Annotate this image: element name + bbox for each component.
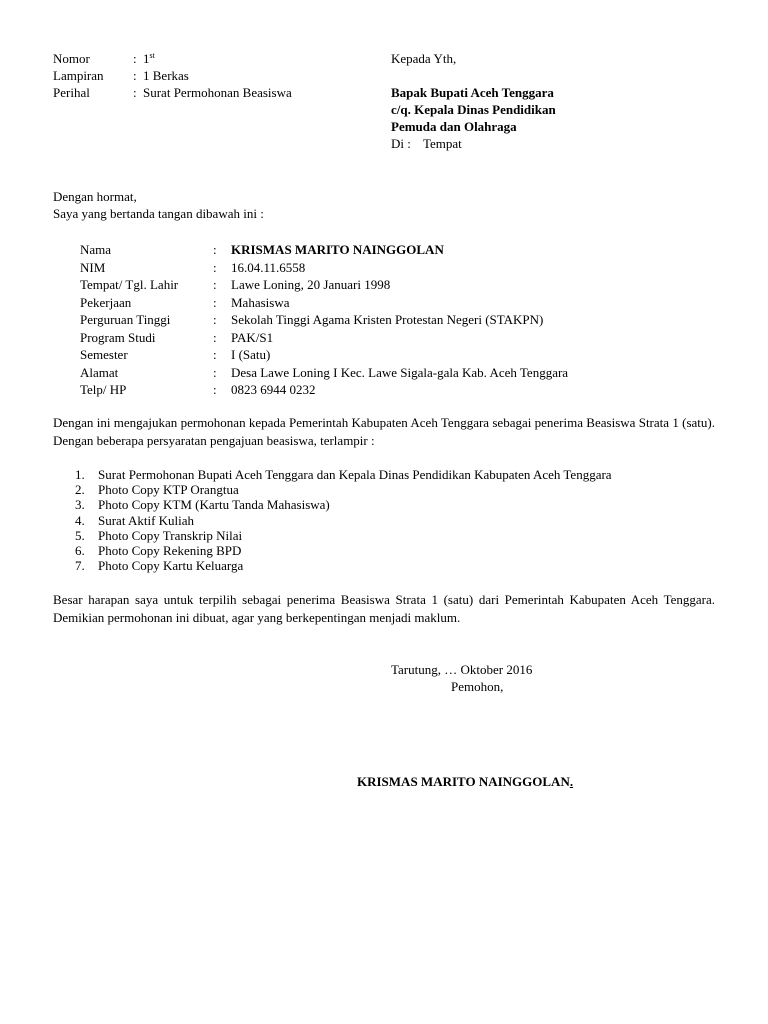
identity-colon: : bbox=[213, 277, 217, 292]
attachment-item: Photo Copy Transkrip Nilai bbox=[98, 527, 243, 543]
attachment-item: Photo Copy KTM (Kartu Tanda Mahasiswa) bbox=[98, 497, 330, 513]
identity-colon: : bbox=[213, 242, 217, 257]
attachment-item: Surat Aktif Kuliah bbox=[98, 512, 195, 528]
identity-colon: : bbox=[213, 329, 217, 345]
perihal-value: Surat Permohonan Beasiswa bbox=[143, 85, 292, 100]
identity-label: Alamat bbox=[80, 364, 119, 380]
request-paragraph: Dengan ini mengajukan permohonan kepada Pemerintah Kabupaten Aceh Tenggara sebagai penerima Beasiswa Strata 1 (satu). Dengan beberapa persyaratan pengajuan beasiswa, terlampir : bbox=[53, 415, 715, 448]
identity-colon: : bbox=[213, 347, 217, 362]
identity-label: Perguruan Tinggi bbox=[80, 312, 171, 327]
recipient-line-3: Pemuda dan Olahraga bbox=[391, 119, 517, 134]
identity-colon: : bbox=[213, 294, 217, 310]
identity-label: Program Studi bbox=[80, 329, 156, 345]
lampiran-colon: : bbox=[133, 68, 137, 83]
salutation: Dengan hormat, bbox=[53, 189, 137, 204]
identity-value: 0823 6944 0232 bbox=[231, 382, 316, 397]
recipient-place-label: Di : bbox=[391, 136, 411, 151]
attachment-item: Photo Copy Rekening BPD bbox=[98, 543, 242, 558]
attachment-number: 3. bbox=[75, 497, 85, 513]
nomor-label: Nomor bbox=[53, 51, 90, 66]
closing-paragraph: Besar harapan saya untuk terpilih sebagai penerima Beasiswa Strata 1 (satu) dari Pemerintah Kabupaten Aceh Tenggara. Demikian permohonan ini dibuat, agar yang berkepentingan menjadi maklum. bbox=[53, 592, 715, 625]
identity-value: Desa Lawe Loning I Kec. Lawe Sigala-gala Kab. Aceh Tenggara bbox=[231, 364, 569, 380]
recipient-line-2: c/q. Kepala Dinas Pendidikan bbox=[391, 102, 556, 117]
identity-colon: : bbox=[213, 364, 217, 380]
attachment-number: 5. bbox=[75, 527, 85, 543]
identity-value: Mahasiswa bbox=[231, 294, 290, 310]
identity-value: Sekolah Tinggi Agama Kristen Protestan Negeri (STAKPN) bbox=[231, 312, 544, 327]
identity-colon: : bbox=[213, 312, 217, 327]
identity-label: Nama bbox=[80, 242, 112, 257]
perihal-colon: : bbox=[133, 85, 137, 100]
attachment-number: 7. bbox=[75, 558, 85, 574]
signer-suffix: . bbox=[569, 774, 574, 789]
identity-value: I (Satu) bbox=[231, 347, 271, 362]
identity-value: PAK/S1 bbox=[231, 329, 274, 345]
nomor-superscript: st bbox=[149, 51, 155, 60]
nomor-value: 1st bbox=[143, 51, 155, 66]
recipient-place-value: Tempat bbox=[423, 136, 462, 151]
attachment-number: 2. bbox=[75, 482, 85, 498]
lampiran-value: 1 Berkas bbox=[143, 68, 189, 83]
signer-name: KRISMAS MARITO NAINGGOLAN. bbox=[357, 774, 574, 789]
attachment-item: Photo Copy KTP Orangtua bbox=[98, 482, 239, 498]
attachment-item: Photo Copy Kartu Keluarga bbox=[98, 558, 244, 574]
identity-colon: : bbox=[213, 259, 217, 275]
place-date: Tarutung, … Oktober 2016 bbox=[391, 662, 533, 677]
attachment-number: 1. bbox=[75, 467, 85, 482]
recipient-greeting: Kepada Yth, bbox=[391, 51, 457, 66]
identity-label: Pekerjaan bbox=[80, 294, 132, 310]
intro-line: Saya yang bertanda tangan dibawah ini : bbox=[53, 206, 264, 221]
identity-value: Lawe Loning, 20 Januari 1998 bbox=[231, 277, 391, 292]
attachment-number: 4. bbox=[75, 512, 85, 528]
identity-label: Telp/ HP bbox=[80, 382, 127, 397]
attachment-number: 6. bbox=[75, 543, 85, 558]
identity-value: KRISMAS MARITO NAINGGOLAN bbox=[231, 242, 444, 257]
identity-label: NIM bbox=[80, 259, 106, 275]
identity-colon: : bbox=[213, 382, 217, 397]
perihal-label: Perihal bbox=[53, 85, 90, 100]
lampiran-label: Lampiran bbox=[53, 68, 104, 83]
attachment-item: Surat Permohonan Bupati Aceh Tenggara dan Kepala Dinas Pendidikan Kabupaten Aceh Tenggara bbox=[98, 467, 612, 482]
identity-label: Tempat/ Tgl. Lahir bbox=[80, 277, 179, 292]
identity-label: Semester bbox=[80, 347, 128, 362]
nomor-colon: : bbox=[133, 51, 137, 66]
applicant-role: Pemohon, bbox=[451, 679, 504, 694]
identity-value: 16.04.11.6558 bbox=[231, 259, 306, 275]
recipient-line-1: Bapak Bupati Aceh Tenggara bbox=[391, 85, 554, 100]
